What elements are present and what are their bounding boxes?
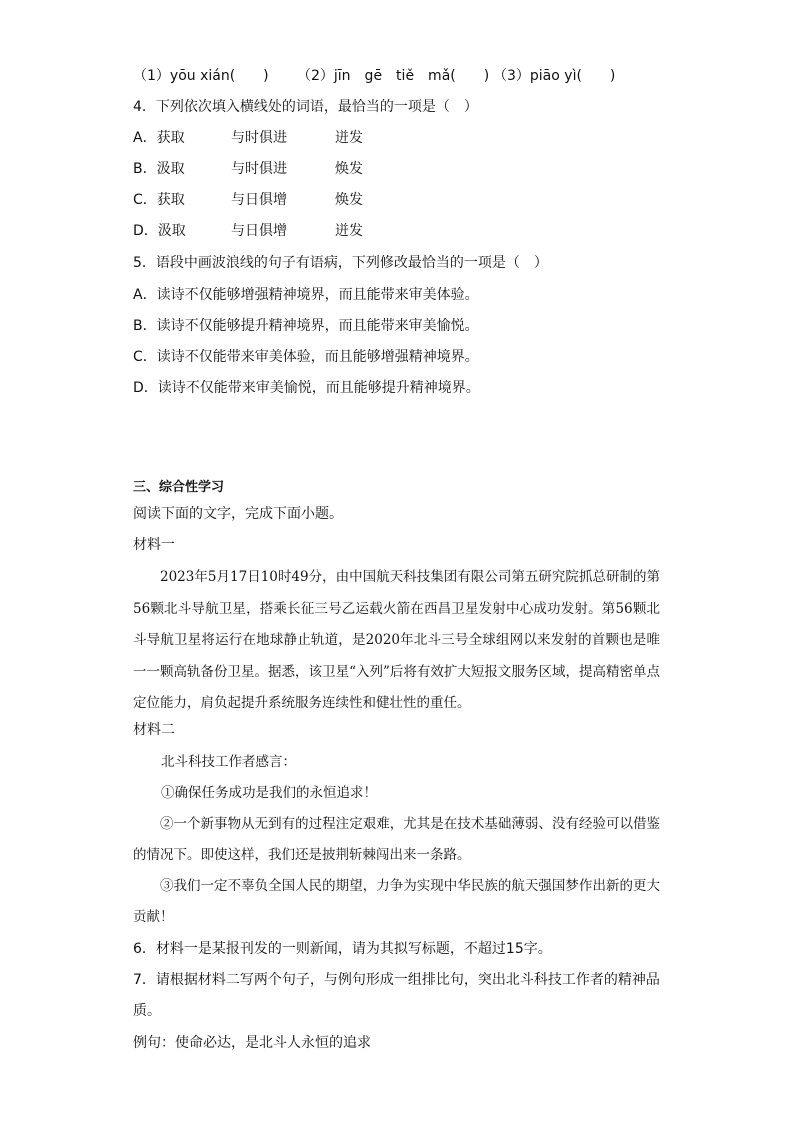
option-label: B．汲取: [133, 161, 185, 177]
option-word-3: 焕发: [335, 192, 363, 208]
pinyin-item-1: （1）yōu xián( ): [133, 68, 269, 84]
option-label: D．汲取: [133, 223, 186, 239]
material-1-label: 材料一: [133, 537, 175, 553]
option-label: A．获取: [133, 130, 185, 146]
option-label: C．获取: [133, 192, 185, 208]
option-word-3: 焕发: [335, 161, 363, 177]
option-word-2: 与时俱进: [231, 161, 287, 177]
pinyin-item-3: （3）piāo yì( ): [493, 68, 616, 84]
option-word-2: 与时俱进: [231, 130, 287, 146]
question-4-stem: 4．下列依次填入横线处的词语，最恰当的一项是（ ）: [133, 99, 478, 115]
question-5-stem: 5．语段中画波浪线的句子有语病，下列修改最恰当的一项是（ ）: [133, 255, 548, 271]
q4-option-a: [133, 128, 363, 148]
pinyin-row: [133, 66, 615, 86]
question-7: 7．请根据材料二写两个句子，与例句形成一组排比句，突出北斗科技工作者的精神品质。: [133, 972, 660, 1019]
option-word-3: 迸发: [335, 130, 363, 146]
pinyin-item-2: （2）jīn gē tiě mǎ( ): [297, 68, 490, 84]
q5-option-b: B．读诗不仅能够提升精神境界，而且能带来审美愉悦。: [133, 318, 479, 334]
section-3-heading: 三、综合性学习: [133, 480, 225, 495]
material-2-label: 材料二: [133, 722, 175, 738]
q4-option-c: [133, 190, 363, 210]
quote-2: ②一个新事物从无到有的过程注定艰难，尤其是在技术基础薄弱、没有经验可以借鉴的情况下。即使这样，我们还是披荆斩棘闯出来一条路。: [133, 816, 660, 863]
quote-3: ③我们一定不辜负全国人民的期望，力争为实现中华民族的航天强国梦作出新的更大贡献！: [133, 878, 660, 925]
quote-1: ①确保任务成功是我们的永恒追求！: [161, 785, 377, 801]
q4-option-b: [133, 159, 363, 179]
question-6: 6．材料一是某报刊发的一则新闻，请为其拟写标题，不超过15字。: [133, 941, 552, 957]
option-word-3: 迸发: [335, 223, 363, 239]
option-word-2: 与日俱增: [231, 223, 287, 239]
section-3-intro: 阅读下面的文字，完成下面小题。: [133, 506, 343, 522]
material-2-intro: 北斗科技工作者感言：: [161, 754, 296, 770]
option-word-2: 与日俱增: [231, 192, 287, 208]
q5-option-a: A．读诗不仅能够增强精神境界，而且能带来审美体验。: [133, 287, 479, 303]
q5-option-c: C．读诗不仅能带来审美体验，而且能够增强精神境界。: [133, 349, 479, 365]
material-1-text: 2023年5月17日10时49分，由中国航天科技集团有限公司第五研究院抓总研制的第56颗北斗导航卫星，搭乘长征三号乙运载火箭在西昌卫星发射中心成功发射。第56颗北斗导航卫星将运行在地球静止轨道，是2020年北斗三号全球组网以来发射的首颗也是唯一一颗高轨备份卫星。据悉，该卫星“入列”后将有效扩大短报文服务区域，提高精密单点定位能力，肩负起提升系统服务连续性和健壮性的重任。: [133, 569, 660, 711]
q5-option-d: D．读诗不仅能带来审美愉悦，而且能够提升精神境界。: [133, 380, 480, 396]
example-sentence: 例句：使命必达，是北斗人永恒的追求: [133, 1035, 371, 1051]
q4-option-d: [133, 221, 363, 241]
